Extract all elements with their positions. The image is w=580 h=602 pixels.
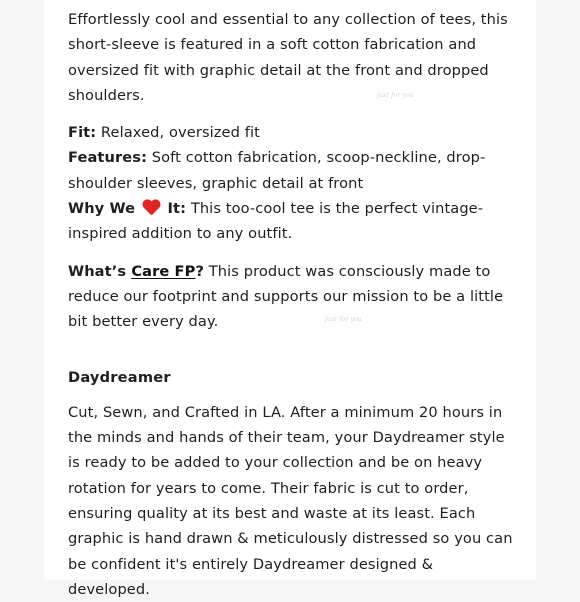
fit-line bbox=[68, 120, 518, 145]
care-value: This product was consciously made to reduce our footprint and supports our mission to be a little bit better every day. bbox=[68, 262, 504, 331]
watermark-top: just for you bbox=[377, 92, 414, 99]
heart-icon bbox=[142, 199, 160, 215]
product-description bbox=[68, 7, 518, 602]
brand-heading: Daydreamer bbox=[68, 368, 171, 386]
intro-paragraph: Effortlessly cool and essential to any collection of tees, this short-sleeve is featured in a soft cotton fabrication and oversized fit with graphic detail at the front and dropped shoulders. bbox=[68, 11, 508, 104]
watermark-middle: just for you bbox=[325, 316, 362, 323]
care-fp-link[interactable]: Care FP bbox=[131, 262, 196, 280]
features-line bbox=[68, 145, 518, 196]
care-paragraph bbox=[68, 259, 518, 335]
why-value: This too-cool tee is the perfect vintage-inspired addition to any outfit. bbox=[68, 200, 484, 243]
features-value: Soft cotton fabrication, scoop-neckline, drop-shoulder sleeves, graphic detail at front bbox=[68, 149, 486, 192]
why-line bbox=[68, 196, 518, 247]
fit-value: Relaxed, oversized fit bbox=[96, 124, 260, 142]
brand-paragraph: Cut, Sewn, and Crafted in LA. After a minimum 20 hours in the minds and hands of their team, your Daydreamer style is ready to be added to your collection and be on heavy rotation for years to come. Their fabric is cut to order, ensuring quality at its best and waste at its least. Each graphic is hand drawn & meticulously distressed so you can be confident it's entirely Daydreamer designed & developed. bbox=[68, 403, 513, 598]
care-label-before: What’s bbox=[68, 262, 132, 280]
why-label-after: It: bbox=[162, 200, 187, 218]
fit-label: Fit: bbox=[68, 124, 97, 142]
features-label: Features: bbox=[68, 149, 148, 167]
why-label-before: Why We bbox=[68, 200, 141, 218]
care-label-after: ? bbox=[195, 262, 205, 280]
